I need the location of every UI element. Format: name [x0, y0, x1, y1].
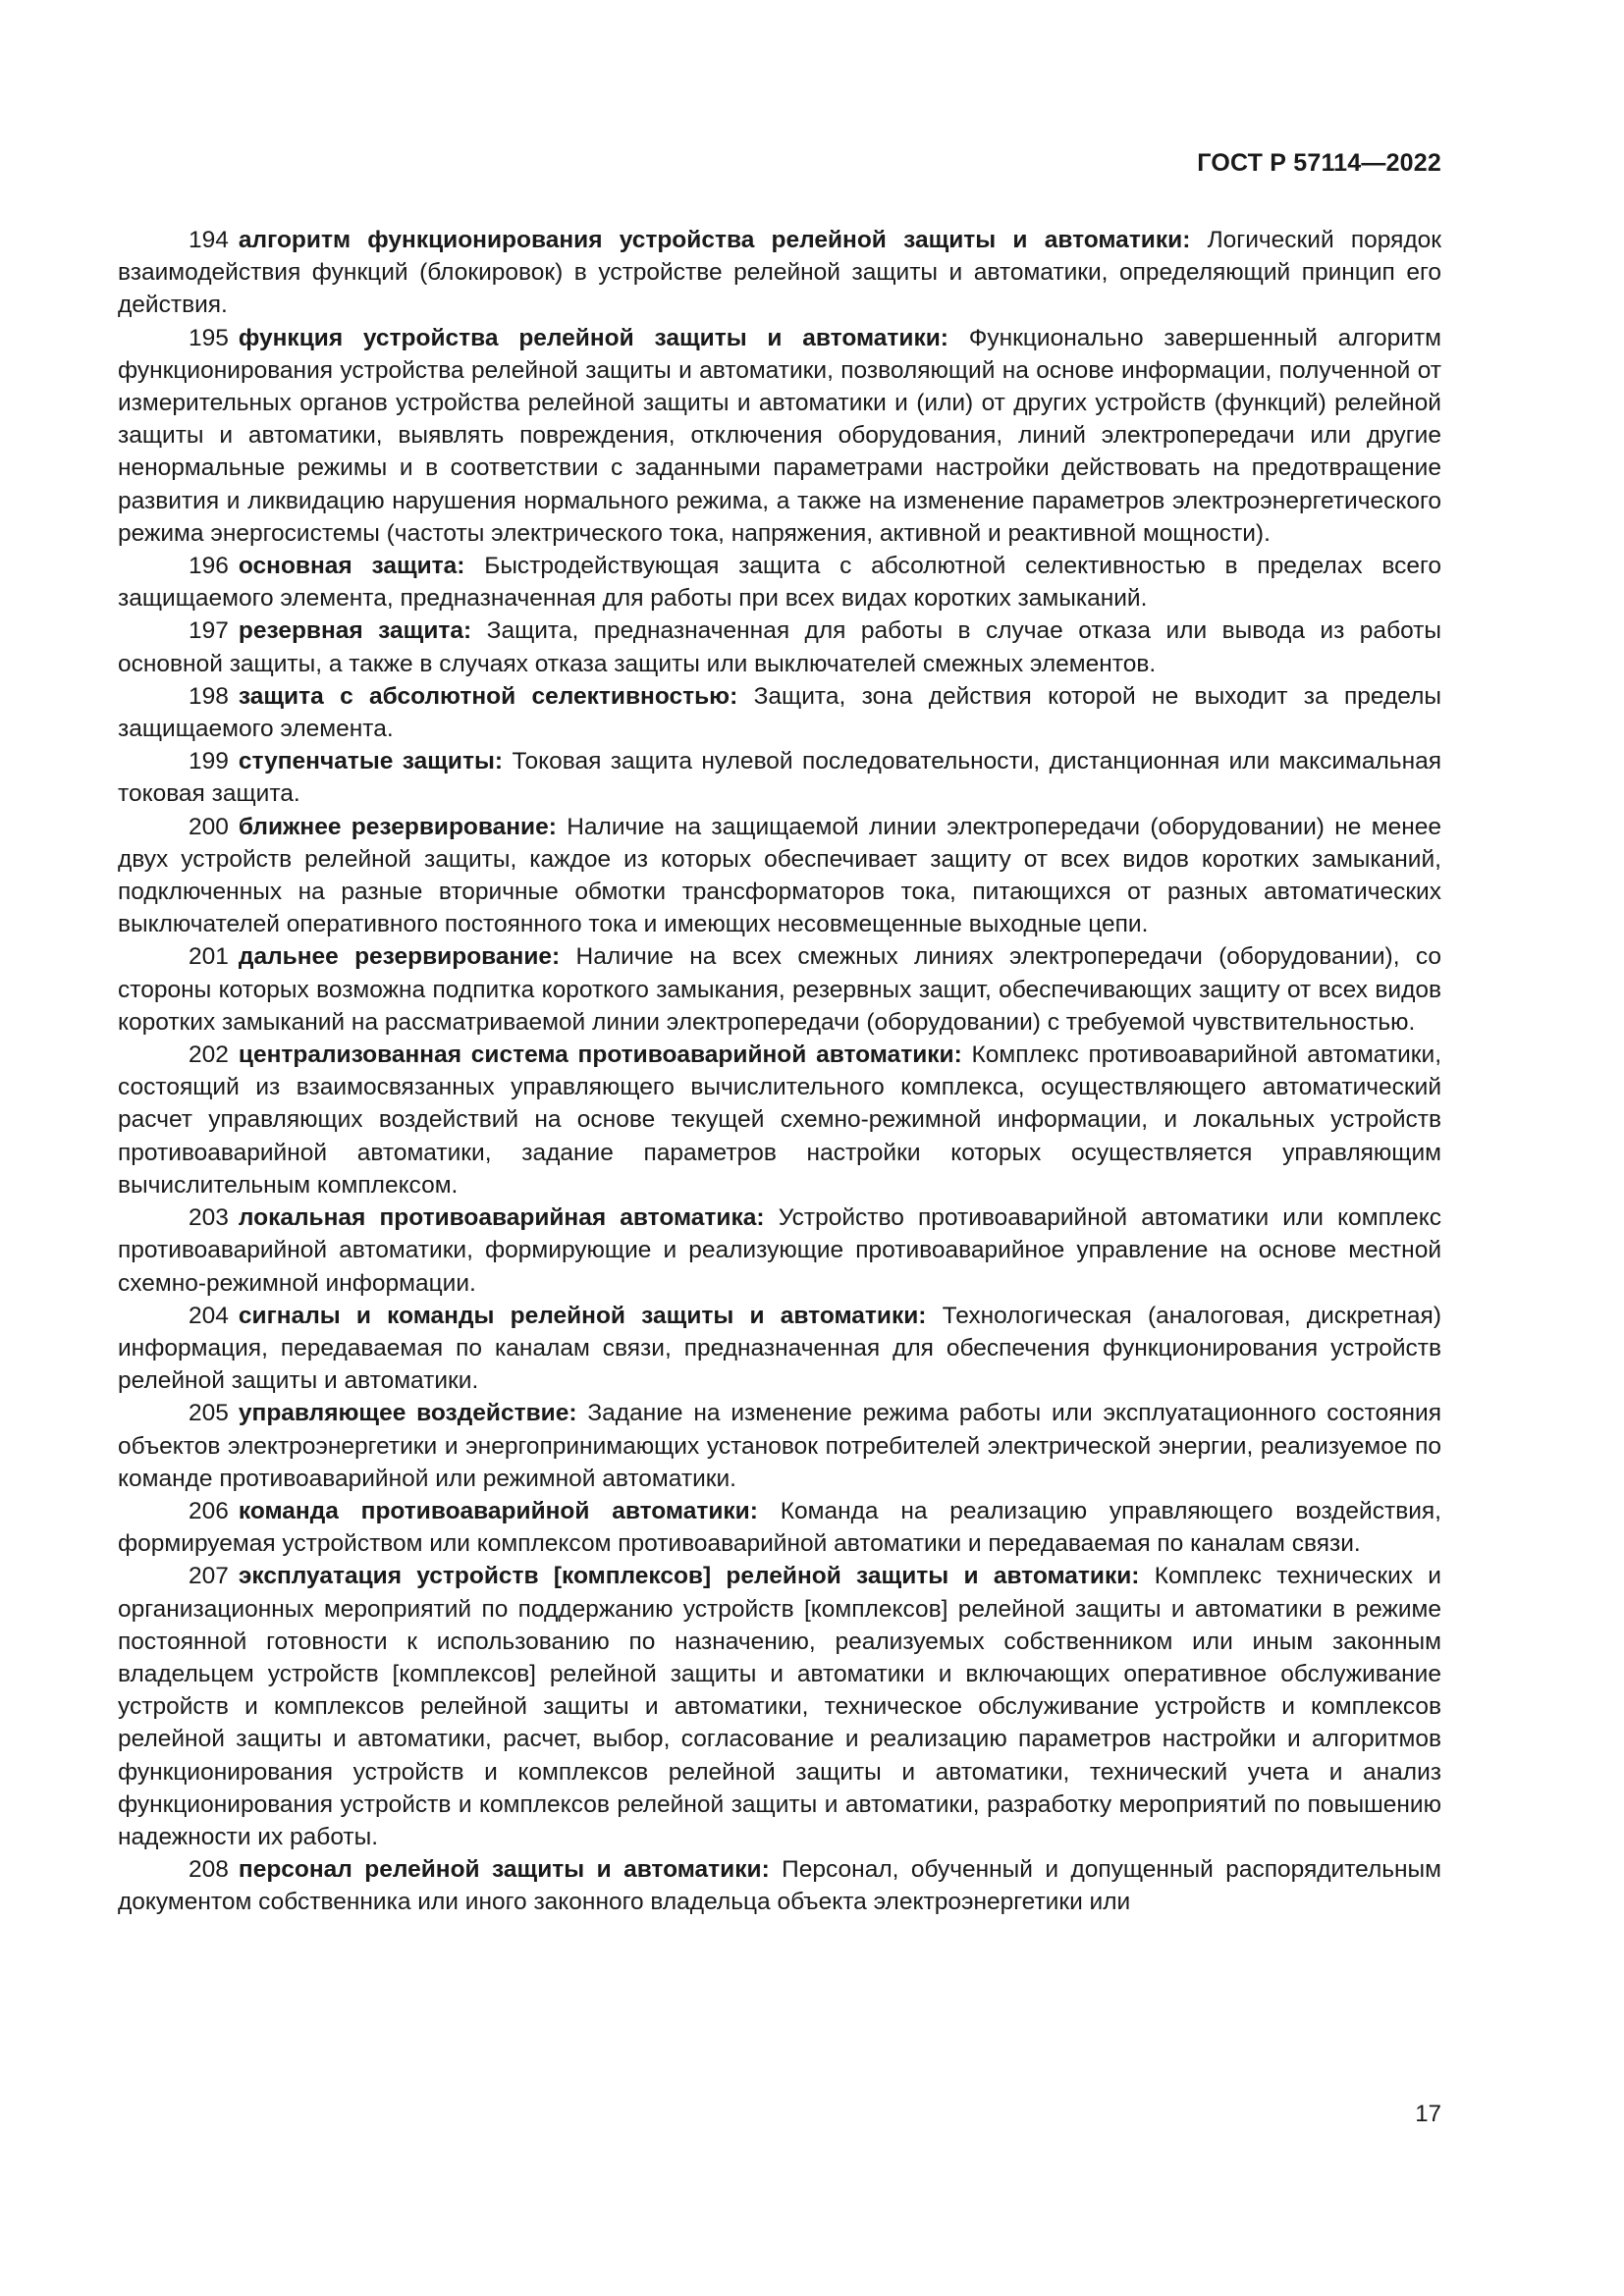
- term-name: резервная защита:: [238, 617, 472, 645]
- term-204: [118, 1300, 1441, 1398]
- term-number: 201: [189, 943, 229, 971]
- term-number: 206: [189, 1497, 229, 1524]
- term-203: [118, 1201, 1441, 1300]
- term-name: локальная противоаварийная автоматика:: [238, 1204, 765, 1232]
- term-definition: Быстродействующая защита с абсолютной селективностью в пределах всего защищаемого элемента, предназначенная для работы при всех видах коротких замыканий.: [118, 553, 1441, 613]
- term-202: [118, 1039, 1441, 1201]
- term-207: [118, 1560, 1441, 1853]
- term-name: дальнее резервирование:: [238, 943, 561, 971]
- term-name: централизованная система противоаварийной автоматики:: [238, 1041, 962, 1069]
- term-number: 204: [189, 1302, 229, 1329]
- term-number: 203: [189, 1204, 229, 1232]
- term-208: [118, 1853, 1441, 1918]
- term-194: [118, 224, 1441, 322]
- term-definition: Задание на изменение режима работы или эксплуатационного состояния объектов электроэнергетики и энергопринимающих установок потребителей электрической энергии, реализуемое по команде противоаварийной или режимной автоматики.: [118, 1400, 1441, 1492]
- term-200: [118, 811, 1441, 941]
- term-number: 205: [189, 1400, 229, 1427]
- term-definition: Наличие на защищаемой линии электропередачи (оборудовании) не менее двух устройств релейной защиты, каждое из которых обеспечивает защиту от всех видов коротких замыканий, подключенных на разные вторичные обмотки трансформаторов тока, питающихся от разных автоматических выключателей оперативного постоянного тока и имеющих несовмещенные выходные цепи.: [118, 813, 1441, 938]
- term-number: 196: [189, 553, 229, 580]
- term-number: 208: [189, 1856, 229, 1884]
- term-196: [118, 550, 1441, 614]
- term-definition: Логический порядок взаимодействия функций (блокировок) в устройстве релейной защиты и автоматики, определяющий принцип его действия.: [118, 227, 1441, 319]
- term-name: функция устройства релейной защиты и автоматики:: [238, 324, 948, 351]
- term-number: 199: [189, 748, 229, 775]
- term-definition: Токовая защита нулевой последовательности, дистанционная или максимальная токовая защита.: [118, 748, 1441, 808]
- term-199: [118, 745, 1441, 810]
- term-definition: Команда на реализацию управляющего воздействия, формируемая устройством или комплексом противоаварийной автоматики и передаваемая по каналам связи.: [118, 1497, 1441, 1558]
- terms-list: [118, 224, 1441, 1919]
- term-198: [118, 680, 1441, 745]
- term-definition: Наличие на всех смежных линиях электропередачи (оборудовании), со стороны которых возможна подпитка короткого замыкания, резервных защит, обеспечивающих защиту от всех видов коротких замыканий на рассматриваемой линии электропередачи (оборудовании) с требуемой чувствительностью.: [118, 943, 1441, 1036]
- term-name: сигналы и команды релейной защиты и автоматики:: [238, 1302, 927, 1329]
- term-number: 195: [189, 324, 229, 351]
- term-definition: Технологическая (аналоговая, дискретная) информация, передаваемая по каналам связи, предназначенная для обеспечения функционирования устройств релейной защиты и автоматики.: [118, 1302, 1441, 1395]
- term-name: алгоритм функционирования устройства релейной защиты и автоматики:: [238, 227, 1191, 253]
- term-195: [118, 322, 1441, 550]
- term-definition: Комплекс противоаварийной автоматики, состоящий из взаимосвязанных управляющего вычислительного комплекса, осуществляющего автоматический расчет управляющих воздействий на основе текущей схемно-режимной информации, и локальных устройств противоаварийной автоматики, задание параметров настройки которых осуществляется управляющим вычислительным комплексом.: [118, 1041, 1442, 1199]
- term-name: основная защита:: [238, 553, 465, 580]
- term-definition: Функционально завершенный алгоритм функционирования устройства релейной защиты и автоматики, позволяющий на основе информации, полученной от измерительных органов устройства релейной защиты и автоматики и (или) от других устройств (функций) релейной защиты и автоматики, выявлять повреждения, отключения оборудования, линий электропередачи или другие ненормальные режимы и в соответствии с заданными параметрами настройки действовать на предотвращение развития и ликвидацию нарушения нормального режима, а также на изменение параметров электроэнергетического режима энергосистемы (частоты электрического тока, напряжения, активной и реактивной мощности).: [118, 324, 1442, 547]
- term-201: [118, 940, 1441, 1039]
- term-number: 202: [189, 1041, 229, 1069]
- term-206: [118, 1495, 1441, 1560]
- term-number: 197: [189, 617, 229, 645]
- term-name: персонал релейной защиты и автоматики:: [238, 1856, 770, 1884]
- page-number: 17: [1415, 2101, 1441, 2127]
- term-name: ступенчатые защиты:: [238, 748, 504, 775]
- term-name: эксплуатация устройств [комплексов] релейной защиты и автоматики:: [238, 1563, 1140, 1590]
- term-definition: Защита, предназначенная для работы в случае отказа или вывода из работы основной защиты, а также в случаях отказа защиты или выключателей смежных элементов.: [118, 617, 1442, 677]
- term-name: защита с абсолютной селективностью:: [238, 682, 738, 710]
- term-number: 198: [189, 682, 229, 710]
- term-number: 207: [189, 1563, 229, 1590]
- term-197: [118, 614, 1441, 679]
- term-name: управляющее воздействие:: [238, 1400, 577, 1427]
- term-definition: Комплекс технических и организационных мероприятий по поддержанию устройств [комплексов] релейной защиты и автоматики в режиме постоянной готовности к использованию по назначению, реализуемых собственником или иным законным владельцем устройств [комплексов] релейной защиты и автоматики и включающих оперативное обслуживание устройств и комплексов релейной защиты и автоматики, техническое обслуживание устройств и комплексов релейной защиты и автоматики, расчет, выбор, согласование и реализацию параметров настройки и алгоритмов функционирования устройств и комплексов релейной защиты и автоматики, технический учета и анализ функционирования устройств и комплексов релейной защиты и автоматики, разработку мероприятий по повышению надежности их работы.: [118, 1563, 1441, 1850]
- term-name: команда противоаварийной автоматики:: [238, 1497, 758, 1524]
- term-205: [118, 1397, 1441, 1495]
- standard-code-header: ГОСТ Р 57114—2022: [1197, 149, 1441, 177]
- term-number: 194: [189, 227, 229, 253]
- term-number: 200: [189, 813, 229, 840]
- term-name: ближнее резервирование:: [238, 813, 557, 840]
- term-definition: Защита, зона действия которой не выходит за пределы защищаемого элемента.: [118, 682, 1441, 743]
- term-definition: Устройство противоаварийной автоматики или комплекс противоаварийной автоматики, формирующие и реализующие противоаварийное управление на основе местной схемно-режимной информации.: [118, 1204, 1442, 1297]
- term-definition: Персонал, обученный и допущенный распорядительным документом собственника или иного законного владельца объекта электроэнергетики или: [118, 1856, 1441, 1916]
